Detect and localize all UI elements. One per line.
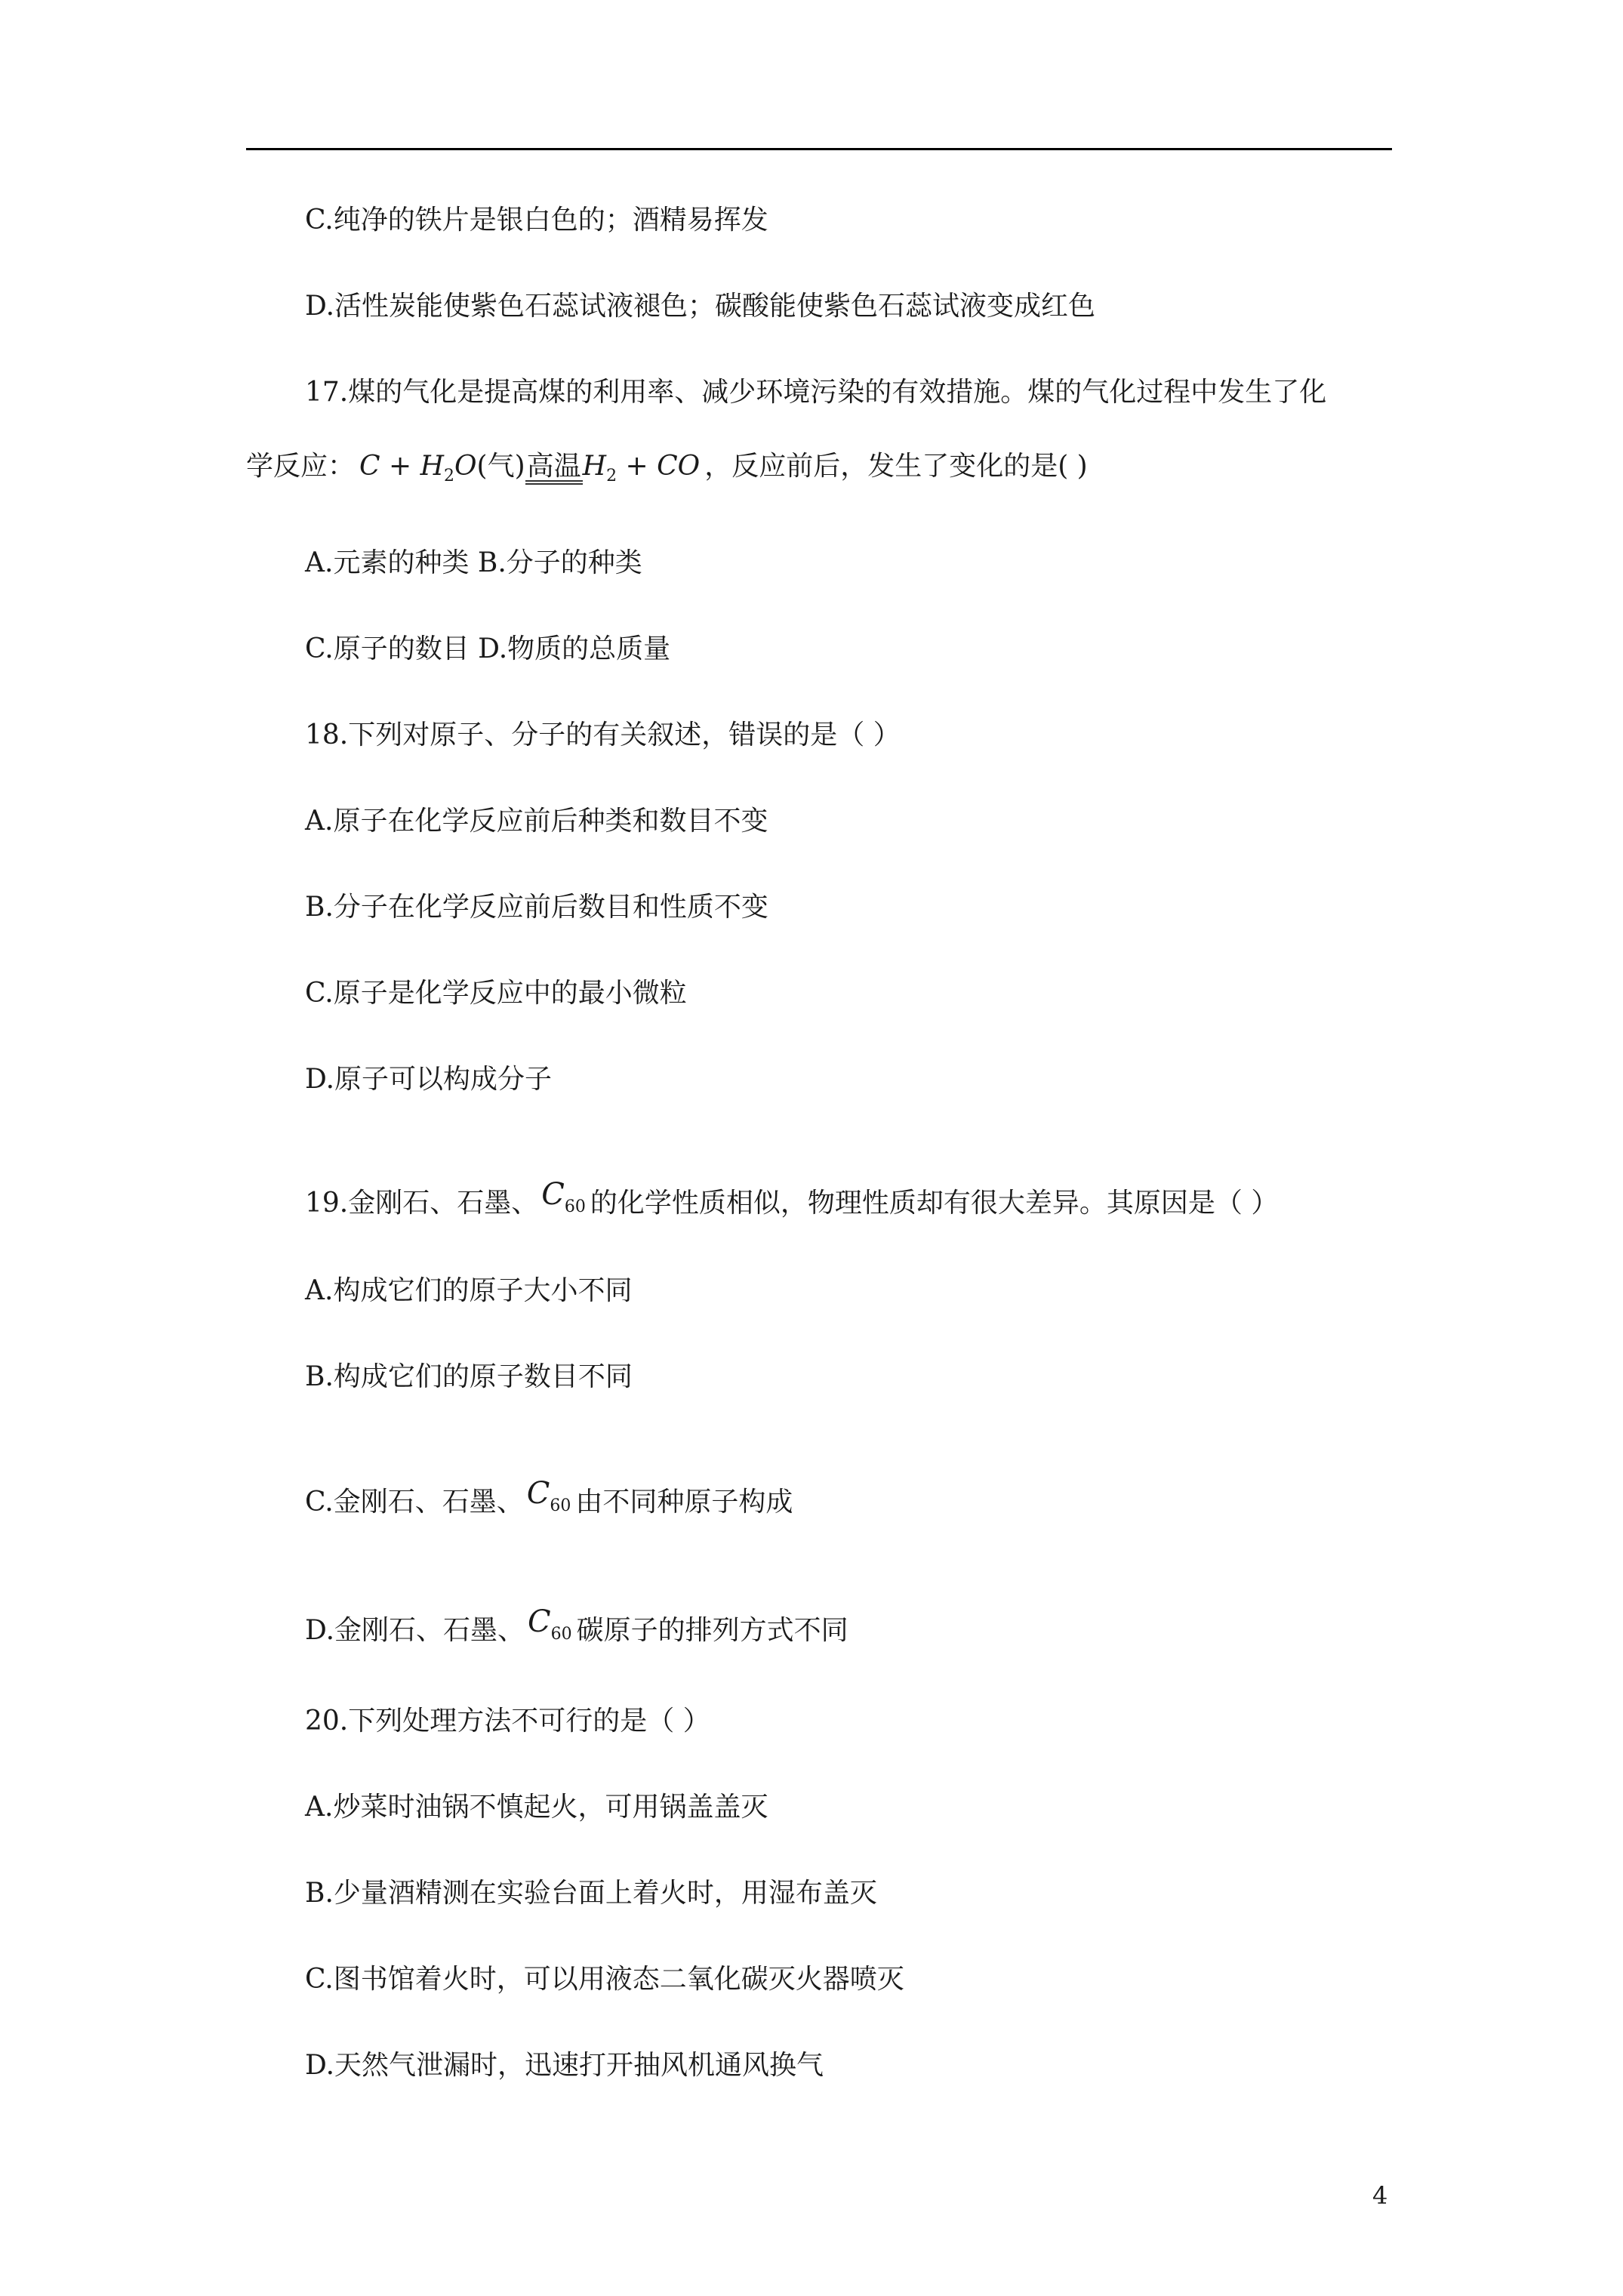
q20-option-d: D.天然气泄漏时，迅速打开抽风机通风换气 <box>305 2050 824 2081</box>
q17-stem-suffix: ，反应前后，发生了变化的是( ) <box>704 451 1088 482</box>
c60-formula: $C_{60}$ <box>526 1476 571 1515</box>
page-number: 4 <box>1372 2181 1388 2210</box>
q18-option-c: C.原子是化学反应中的最小微粒 <box>305 978 687 1009</box>
q17-stem-line1: 17.煤的气化是提高煤的利用率、减少环境污染的有效措施。煤的气化过程中发生了化 <box>305 377 1327 408</box>
reaction-condition: 高温 <box>525 453 583 485</box>
q18-option-d: D.原子可以构成分子 <box>305 1064 553 1095</box>
header-rule <box>246 148 1392 150</box>
q16-option-c: C.纯净的铁片是银白色的；酒精易挥发 <box>305 205 768 236</box>
c60-formula: $C_{60}$ <box>541 1177 586 1216</box>
q20-stem: 20.下列处理方法不可行的是（ ） <box>305 1706 710 1737</box>
q20-option-c: C.图书馆着火时，可以用液态二氧化碳灭火器喷灭 <box>305 1964 904 1995</box>
c60-formula: $C_{60}$ <box>528 1604 572 1644</box>
q19-option-b: B.构成它们的原子数目不同 <box>305 1361 633 1392</box>
q18-stem: 18.下列对原子、分子的有关叙述，错误的是（ ） <box>305 720 901 750</box>
q20-option-a: A.炒菜时油锅不慎起火，可用锅盖盖灭 <box>305 1792 768 1823</box>
q17-stem-line2 <box>246 450 1088 493</box>
q16-option-d: D.活性炭能使紫色石蕊试液褪色；碳酸能使紫色石蕊试液变成红色 <box>305 291 1096 322</box>
q17-stem-prefix: 学反应： <box>246 451 356 482</box>
q18-option-b: B.分子在化学反应前后数目和性质不变 <box>305 892 768 923</box>
q19-option-d: D.金刚石、石墨、 $C_{60}$ 碳原子的排列方式不同 <box>305 1605 848 1651</box>
q17-options-cd: C.原子的数目 D.物质的总质量 <box>305 633 671 664</box>
q18-option-a: A.原子在化学反应前后种类和数目不变 <box>305 806 768 837</box>
q20-option-b: B.少量酒精测在实验台面上着火时，用湿布盖灭 <box>305 1878 877 1909</box>
q17-options-ab: A.元素的种类 B.分子的种类 <box>305 547 642 578</box>
q19-option-c: C.金刚石、石墨、 $C_{60}$ 由不同种原子构成 <box>305 1477 793 1523</box>
q19-option-a: A.构成它们的原子大小不同 <box>305 1275 633 1306</box>
q17-reaction-equation: $C + H_2O$(气)高温$H_2$ + CO <box>359 451 701 485</box>
q19-stem: 19.金刚石、石墨、 $C_{60}$ 的化学性质相似，物理性质却有很大差异。其原因是（ ） <box>305 1178 1278 1224</box>
